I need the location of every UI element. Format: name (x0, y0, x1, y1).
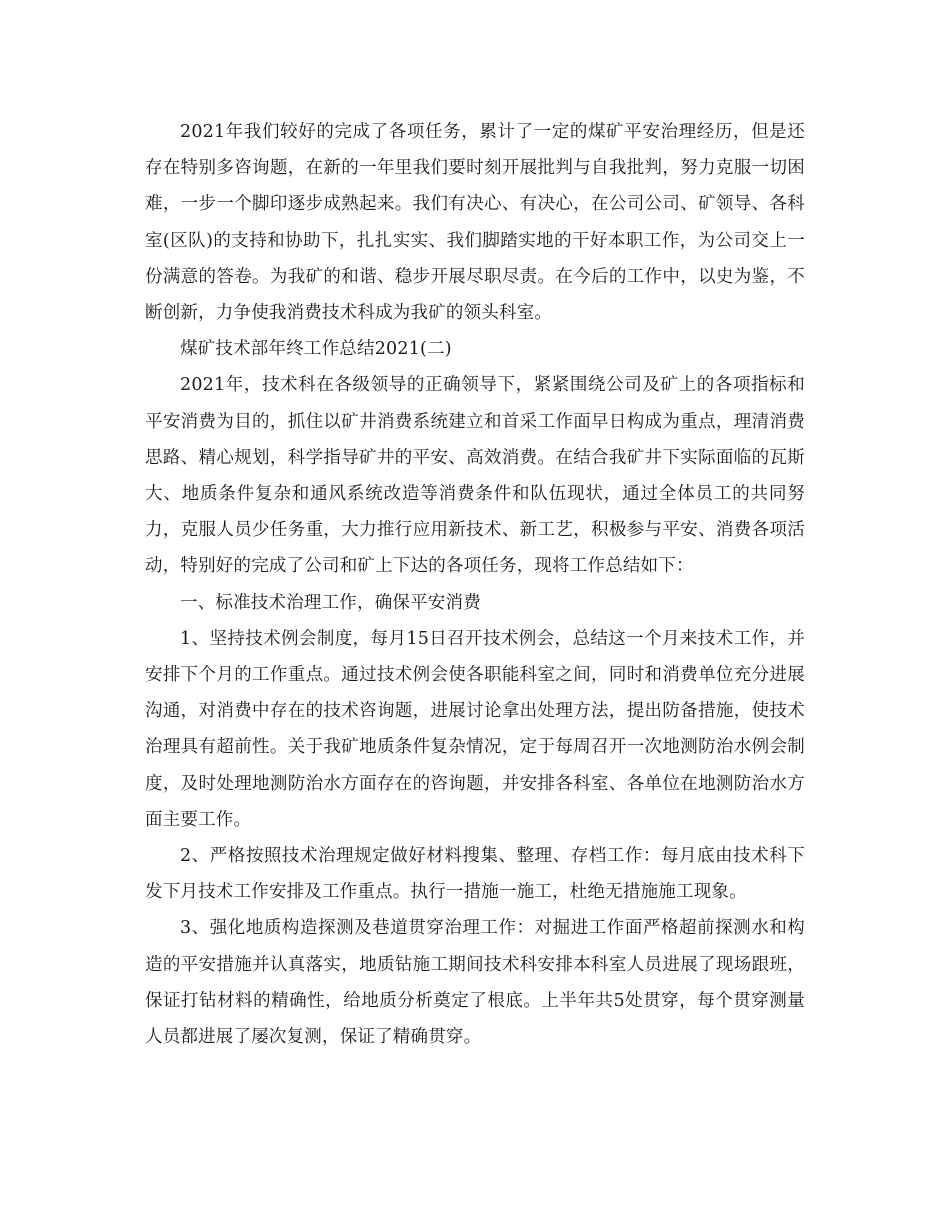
paragraph-item-3: 3、强化地质构造探测及巷道贯穿治理工作：对掘进工作面严格超前探测水和构造的平安措施并认真落实，地质钻施工期间技术科安排本科室人员进展了现场跟班，保证打钻材料的精确性，给地质分析奠定了根底。上半年共5处贯穿，每个贯穿测量人员都进展了屡次复测，保证了精确贯穿。 (145, 918, 805, 1048)
subsection-heading: 一、标准技术治理工作，确保平安消费 (180, 592, 481, 613)
paragraph-item-2: 2、严格按照技术治理规定做好材料搜集、整理、存档工作：每月底由技术科下发下月技术工作安排及工作重点。执行一措施一施工，杜绝无措施施工现象。 (145, 846, 805, 903)
paragraph-intro: 2021年，技术科在各级领导的正确领导下，紧紧围绕公司及矿上的各项指标和平安消费为目的，抓住以矿井消费系统建立和首采工作面早日构成为重点，理清消费思路、精心规划，科学指导矿井的平安、高效消费。在结合我矿井下实际面临的瓦斯大、地质条件复杂和通风系统改造等消费条件和队伍现状，通过全体员工的共同努力，克服人员少任务重，大力推行应用新技术、新工艺，积极参与平安、消费各项活动，特别好的完成了公司和矿上下达的各项任务，现将工作总结如下： (145, 375, 805, 577)
paragraph-item-1: 1、坚持技术例会制度，每月15日召开技术例会，总结这一个月来技术工作，并安排下个月的工作重点。通过技术例会使各职能科室之间，同时和消费单位充分进展沟通，对消费中存在的技术咨询题，进展讨论拿出处理方法，提出防备措施，使技术治理具有超前性。关于我矿地质条件复杂情况，定于每周召开一次地测防治水例会制度，及时处理地测防治水方面存在的咨询题，并安排各科室、各单位在地测防治水方面主要工作。 (145, 628, 805, 830)
section-title: 煤矿技术部年终工作总结2021(二) (180, 339, 452, 360)
paragraph-summary: 2021年我们较好的完成了各项任务，累计了一定的煤矿平安治理经历，但是还存在特别多咨询题，在新的一年里我们要时刻开展批判与自我批判，努力克服一切困难，一步一个脚印逐步成熟起来。我们有决心、有决心，在公司公司、矿领导、各科室(区队)的支持和协助下，扎扎实实、我们脚踏实地的干好本职工作，为公司交上一份满意的答卷。为我矿的和谐、稳步开展尽职尽责。在今后的工作中，以史为鉴，不断创新，力争使我消费技术科成为我矿的领头科室。 (145, 122, 805, 324)
document-body (145, 114, 805, 1055)
